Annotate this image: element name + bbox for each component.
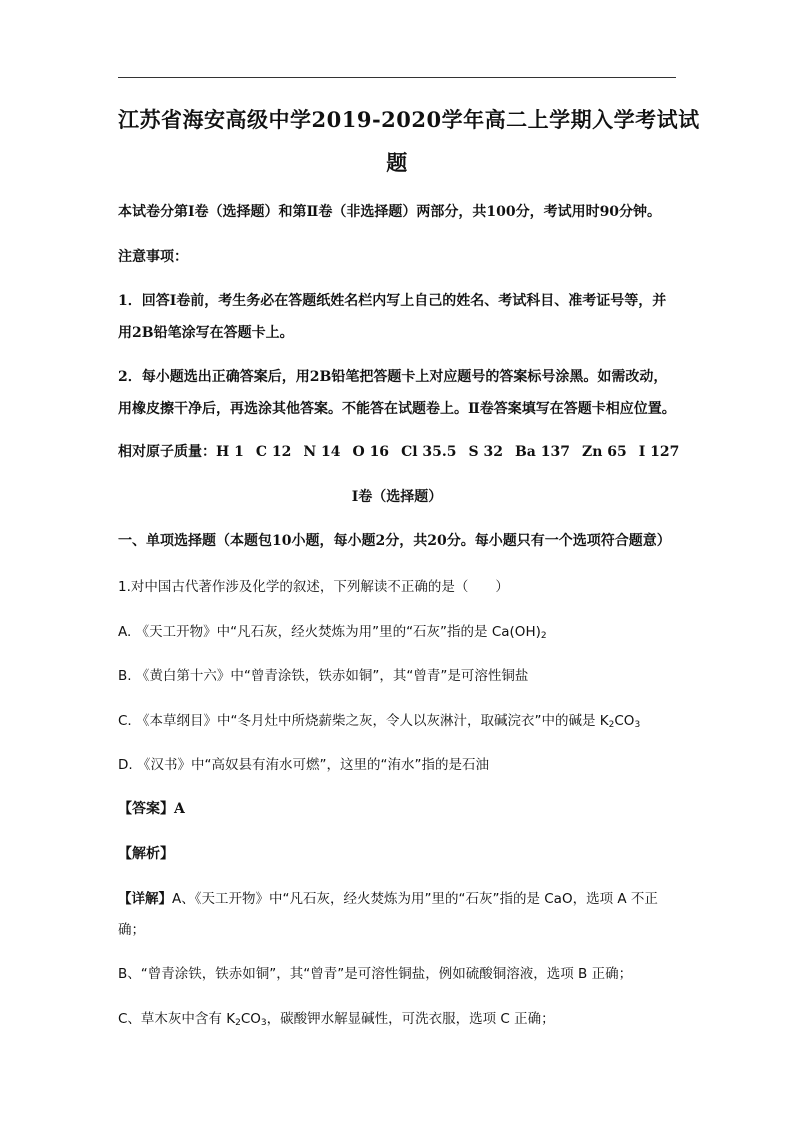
- page-title-continued: 题: [386, 150, 408, 175]
- atomic-mass-value: H 1: [216, 444, 244, 460]
- notice-item-2: 2．每小题选出正确答案后，用2B铅笔把答题卡上对应题号的答案标号涂黑。如需改动，: [118, 369, 668, 385]
- atomic-mass-value: C 12: [255, 444, 292, 460]
- detail-a-continued: 确；: [118, 922, 145, 938]
- analysis-label: 【解析】: [118, 846, 174, 862]
- notice-item-1-continued: 用2B铅笔涂写在答题卡上。: [118, 325, 294, 341]
- exam-intro: 本试卷分第Ⅰ卷（选择题）和第Ⅱ卷（非选择题）两部分，共100分，考试用时90分钟。: [118, 204, 662, 220]
- detail-a: 【详解】A、《天工开物》中“凡石灰，经火焚炼为用”里的“石灰”指的是 CaO，选项 A 不正: [118, 891, 658, 907]
- atomic-mass-value: O 16: [352, 444, 390, 460]
- option-d: D. 《汉书》中“高奴县有洧水可燃”，这里的“洧水”指的是石油: [118, 757, 489, 773]
- detail-b: B、“曾青涂铁，铁赤如铜”，其“曾青”是可溶性铜盐，例如硫酸铜溶液，选项 B 正确；: [118, 966, 633, 982]
- option-c: C. 《本草纲目》中“冬月灶中所烧薪柴之灰，令人以灰淋汁，取碱浣衣”中的碱是 $K_2CO_3$: [118, 713, 641, 730]
- notice-item-1: 1．回答Ⅰ卷前，考生务必在答题纸姓名栏内写上自己的姓名、考试科目、准考证号等，并: [118, 293, 667, 309]
- header-rule: [118, 77, 676, 78]
- atomic-mass-line: [118, 441, 698, 461]
- section-title: Ⅰ卷（选择题）: [351, 489, 443, 505]
- option-a: A. 《天工开物》中“凡石灰，经火焚炼为用”里的“石灰”指的是 $Ca(OH)_2$: [118, 624, 547, 641]
- answer-label: 【答案】: [118, 801, 174, 817]
- option-b: B. 《黄白第十六》中“曾青涂铁，铁赤如铜”，其“曾青”是可溶性铜盐: [118, 668, 529, 684]
- atomic-mass-value: N 14: [303, 444, 341, 460]
- answer-value: A: [174, 801, 185, 817]
- question-stem: 1.对中国古代著作涉及化学的叙述，下列解读不正确的是（ ）: [118, 579, 509, 595]
- atomic-mass-value: I 127: [638, 444, 680, 460]
- part-heading: 一、单项选择题（本题包10小题，每小题2分，共20分。每小题只有一个选项符合题意）: [118, 533, 671, 549]
- page-title: 江苏省海安高级中学2019-2020学年高二上学期入学考试试: [118, 107, 700, 132]
- atomic-mass-value: Ba 137: [514, 444, 570, 460]
- detail-c: C、草木灰中含有 $K_2CO_3$，碳酸钾水解显碱性，可洗衣服，选项 C 正确；: [118, 1011, 555, 1028]
- detail-label: 【详解】: [118, 891, 172, 907]
- notice-heading: 注意事项：: [118, 249, 188, 265]
- atomic-mass-value: S 32: [468, 444, 503, 460]
- atomic-mass-value: Cl 35.5: [401, 444, 457, 460]
- answer-line: [118, 798, 698, 818]
- atomic-mass-label: 相对原子质量：: [118, 444, 216, 460]
- atomic-mass-value: Zn 65: [581, 444, 627, 460]
- notice-item-2-continued: 用橡皮擦干净后，再选涂其他答案。不能答在试题卷上。Ⅱ卷答案填写在答题卡相应位置。: [118, 401, 676, 417]
